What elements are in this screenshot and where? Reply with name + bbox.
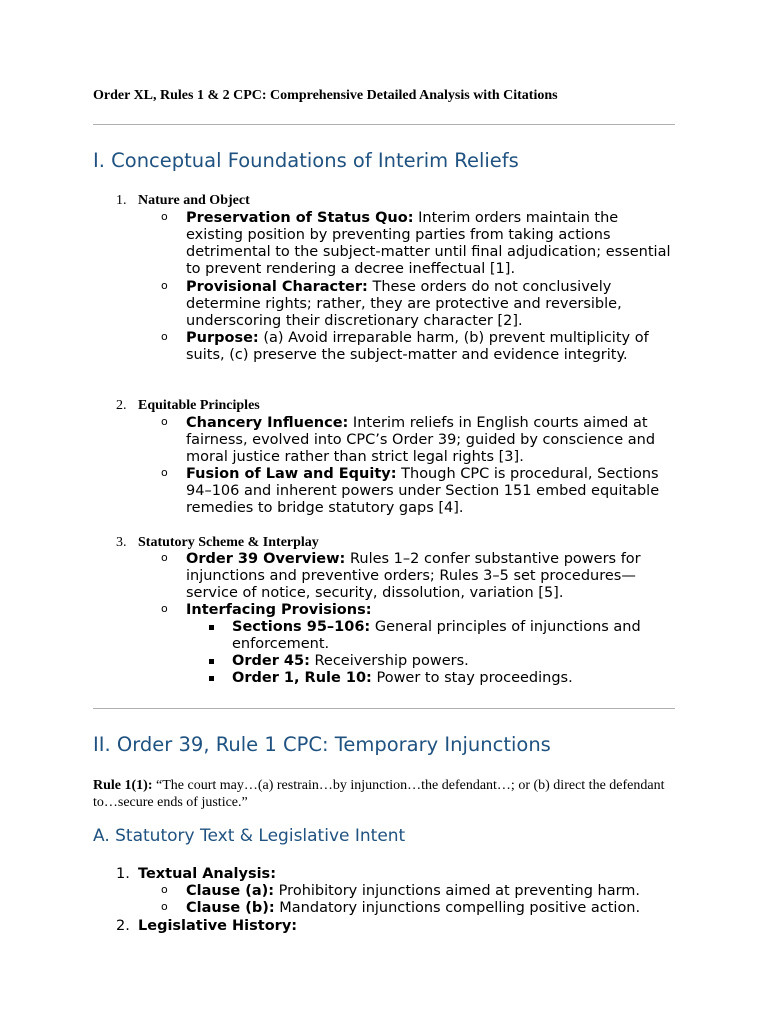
list-number: 3. <box>116 535 127 550</box>
bullet-label: Preservation of Status Quo: <box>186 210 414 226</box>
bullet-text: Prohibitory injunctions aimed at preventing harm. <box>274 883 641 899</box>
bullet-icon: o <box>161 900 168 913</box>
bullet-label: Provisional Character: <box>186 279 368 295</box>
document-title: Order XL, Rules 1 & 2 CPC: Comprehensive Detailed Analysis with Citations <box>93 88 558 103</box>
bullet-icon: o <box>161 415 168 428</box>
bullet-label: Fusion of Law and Equity: <box>186 466 397 482</box>
bullet-label: Order 45: <box>232 653 310 669</box>
list-item-title: Legislative History: <box>138 918 298 934</box>
bullet-text: These orders do not conclusively determine rights; rather, they are protective and reversible, underscoring their discretionary character [2]. <box>186 279 622 329</box>
bullet-label: Clause (a): <box>186 883 275 899</box>
bullet-label: Interfacing Provisions: <box>186 602 372 618</box>
list-item-title: Nature and Object <box>138 193 250 208</box>
rule-quote <box>93 777 675 811</box>
bullet-text: Interim reliefs in English courts aimed at fairness, evolved into CPC’s Order 39; guided by conscience and moral justice rather than strict legal rights [3]. <box>186 415 656 465</box>
list-number: 2. <box>116 398 127 413</box>
list-item-title: Textual Analysis: <box>138 866 276 882</box>
bullet-text: Though CPC is procedural, Sections 94–106 and inherent powers under Section 151 embed equitable remedies to bridge statutory gaps [4]. <box>186 466 660 516</box>
bullet-label: Sections 95–106: <box>232 619 371 635</box>
rule-label: Rule 1(1): <box>93 778 153 793</box>
bullet-icon: o <box>161 551 168 564</box>
divider <box>93 708 675 709</box>
list-number: 1. <box>116 193 127 208</box>
section-heading: II. Order 39, Rule 1 CPC: Temporary Injunctions <box>93 733 551 756</box>
rule-text: “The court may…(a) restrain…by injunction…the defendant…; or (b) direct the defendant to…secure ends of justice.” <box>93 778 665 810</box>
list-item-title: Equitable Principles <box>138 398 260 413</box>
bullet-text: (a) Avoid irreparable harm, (b) prevent multiplicity of suits, (c) preserve the subject-matter and evidence integrity. <box>186 330 649 363</box>
divider <box>93 124 675 125</box>
bullet-icon: o <box>161 602 168 615</box>
bullet-label: Order 1, Rule 10: <box>232 670 372 686</box>
bullet-text: Mandatory injunctions compelling positive action. <box>274 900 641 916</box>
bullet-label: Order 39 Overview: <box>186 551 346 567</box>
list-item-title: Statutory Scheme & Interplay <box>138 535 319 550</box>
bullet-icon: o <box>161 330 168 343</box>
bullet-label: Purpose: <box>186 330 259 346</box>
bullet-text: Receivership powers. <box>309 653 469 669</box>
bullet-text: Rules 1–2 confer substantive powers for injunctions and preventive orders; Rules 3–5 set procedures—service of notice, security, dissolution, variation [5]. <box>186 551 641 601</box>
bullet-text: Power to stay proceedings. <box>371 670 573 686</box>
square-bullet-icon <box>209 625 214 630</box>
bullet-icon: o <box>161 883 168 896</box>
bullet-label: Chancery Influence: <box>186 415 349 431</box>
bullet-icon: o <box>161 279 168 292</box>
bullet-text: Interim orders maintain the existing position by preventing parties from taking actions detrimental to the subject-matter until final adjudication; essential to prevent rendering a decree ineffectual [1]. <box>186 210 671 277</box>
subsection-heading: A. Statutory Text & Legislative Intent <box>93 826 406 846</box>
section-heading: I. Conceptual Foundations of Interim Reliefs <box>93 149 519 172</box>
bullet-label: Clause (b): <box>186 900 275 916</box>
square-bullet-icon <box>209 676 214 681</box>
bullet-icon: o <box>161 466 168 479</box>
list-number: 1. <box>116 866 130 882</box>
square-bullet-icon <box>209 659 214 664</box>
bullet-text: General principles of injunctions and enforcement. <box>232 619 641 652</box>
bullet-icon: o <box>161 210 168 223</box>
list-number: 2. <box>116 918 130 934</box>
